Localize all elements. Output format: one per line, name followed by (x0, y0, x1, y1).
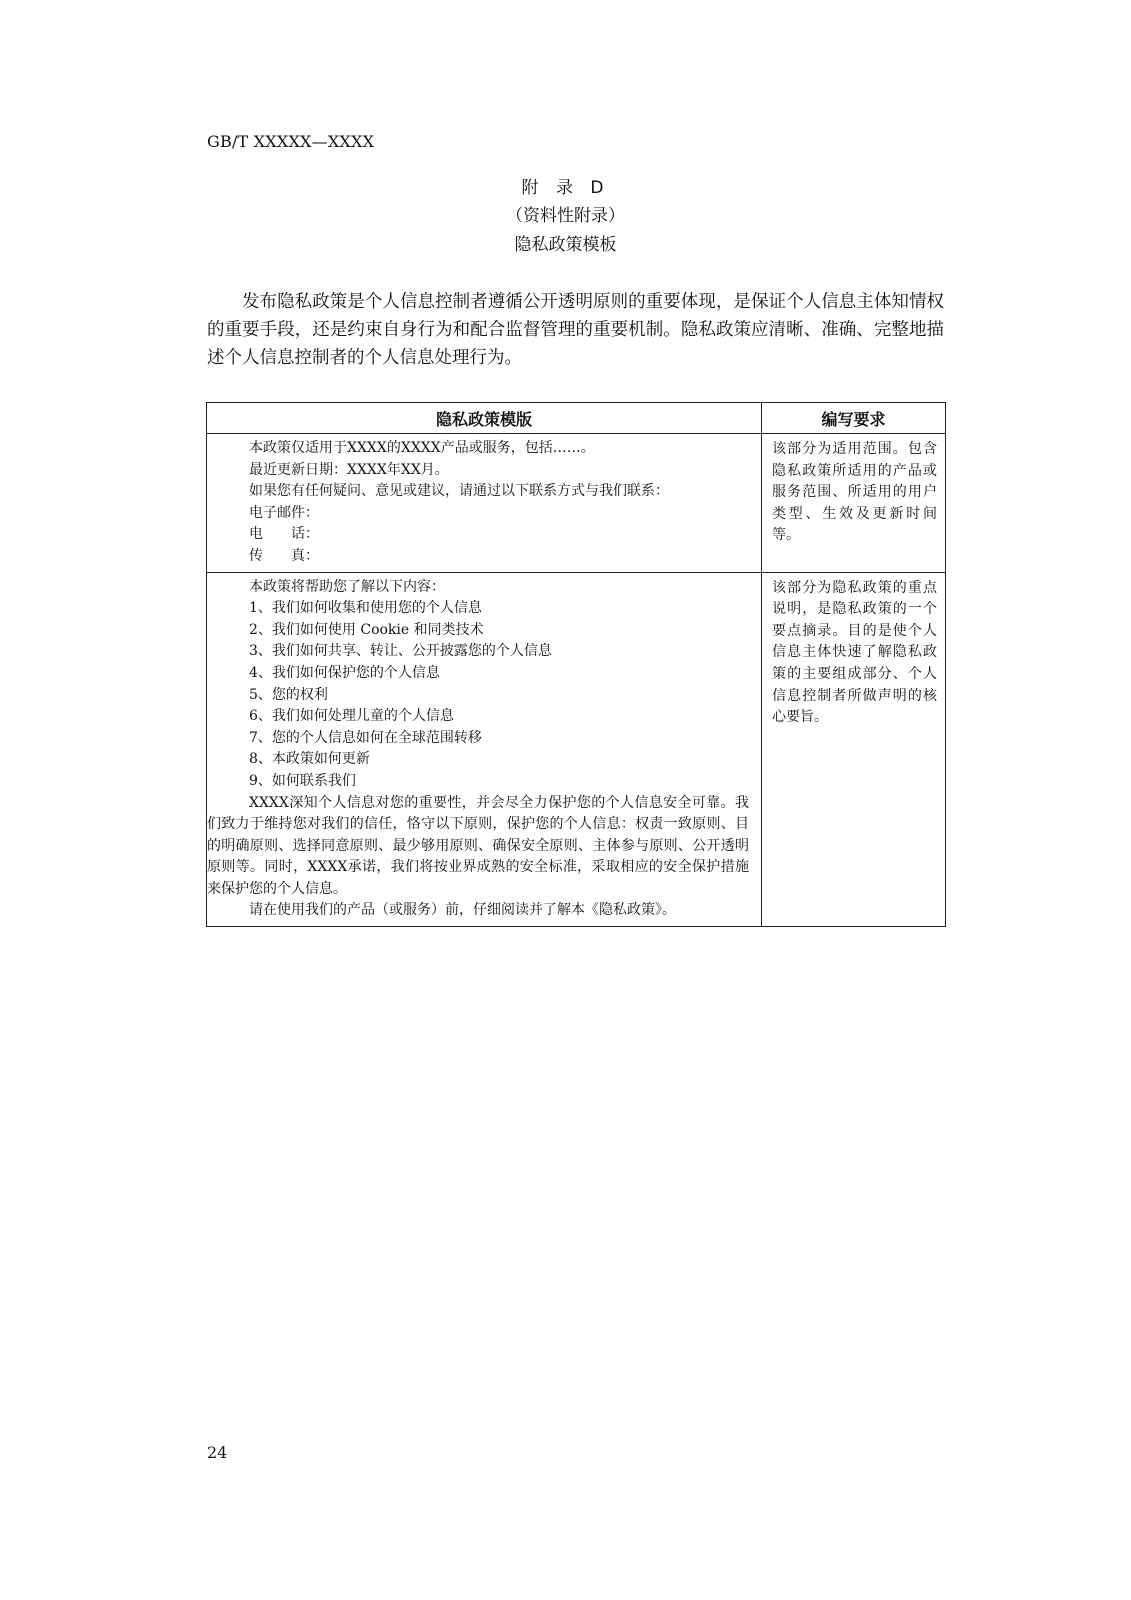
intro-paragraph: 发布隐私政策是个人信息控制者遵循公开透明原则的重要体现，是保证个人信息主体知情权的重要手段，还是约束自身行为和配合监督管理的重要机制。隐私政策应清晰、准确、完整地描述个人信息控制者的个人信息处理行为。 (207, 292, 944, 368)
table-row-summary (207, 572, 946, 927)
requirement-cell-scope: 该部分为适用范围。包含隐私政策所适用的产品或服务范围、所适用的用户类型、生效及更新时间等。 (762, 434, 946, 573)
header-requirements: 编写要求 (762, 403, 946, 434)
template-closing-line: 请在使用我们的产品（或服务）前，仔细阅读并了解本《隐私政策》。 (249, 902, 676, 919)
template-line: 8、本政策如何更新 (249, 751, 370, 768)
template-line: 3、我们如何共享、转让、公开披露您的个人信息 (249, 643, 552, 660)
template-line: 5、您的权利 (249, 686, 328, 703)
standard-code: GB/T XXXXX—XXXX (207, 132, 375, 151)
template-principles-paragraph: XXXX深知个人信息对您的重要性，并会尽全力保护您的个人信息安全可靠。我们致力于维持您对我们的信任，恪守以下原则，保护您的个人信息：权责一致原则、目的明确原则、选择同意原则、最少够用原则、确保安全原则、主体参与原则、公开透明原则等。同时，XXXX承诺，我们将按业界成熟的安全标准，采取相应的安全保护措施来保护您的个人信息。 (207, 794, 749, 897)
template-line: 4、我们如何保护您的个人信息 (249, 664, 440, 681)
page-number: 24 (207, 1443, 228, 1462)
template-cell-summary (207, 572, 762, 927)
table-header-row (207, 403, 946, 434)
template-line: 电 话： (249, 526, 319, 543)
template-line: 6、我们如何处理儿童的个人信息 (249, 708, 454, 725)
appendix-title: 隐私政策模板 (514, 235, 617, 255)
template-line: 7、您的个人信息如何在全球范围转移 (249, 729, 482, 746)
table-row-scope (207, 434, 946, 573)
template-line: 1、我们如何收集和使用您的个人信息 (249, 600, 482, 617)
template-line: 传 真： (249, 547, 319, 564)
template-line: 本政策仅适用于XXXX的XXXX产品或服务，包括……。 (249, 440, 595, 456)
privacy-policy-template-table (206, 402, 946, 927)
appendix-type: （资料性附录） (506, 206, 625, 226)
requirement-cell-summary: 该部分为隐私政策的重点说明，是隐私政策的一个要点摘录。目的是使个人信息主体快速了解隐私政策的主要组成部分、个人信息控制者所做声明的核心要旨。 (762, 572, 946, 927)
appendix-label: 附 录 D (521, 178, 610, 198)
template-cell-scope (207, 434, 762, 573)
template-line: 本政策将帮助您了解以下内容： (249, 578, 445, 595)
template-line: 9、如何联系我们 (249, 772, 356, 789)
template-line: 2、我们如何使用 Cookie 和同类技术 (249, 621, 484, 638)
template-line: 如果您有任何疑问、意见或建议，请通过以下联系方式与我们联系： (249, 483, 669, 500)
header-template: 隐私政策模版 (207, 403, 762, 434)
template-line: 电子邮件： (249, 504, 319, 521)
template-line: 最近更新日期：XXXX年XX月。 (249, 461, 449, 478)
